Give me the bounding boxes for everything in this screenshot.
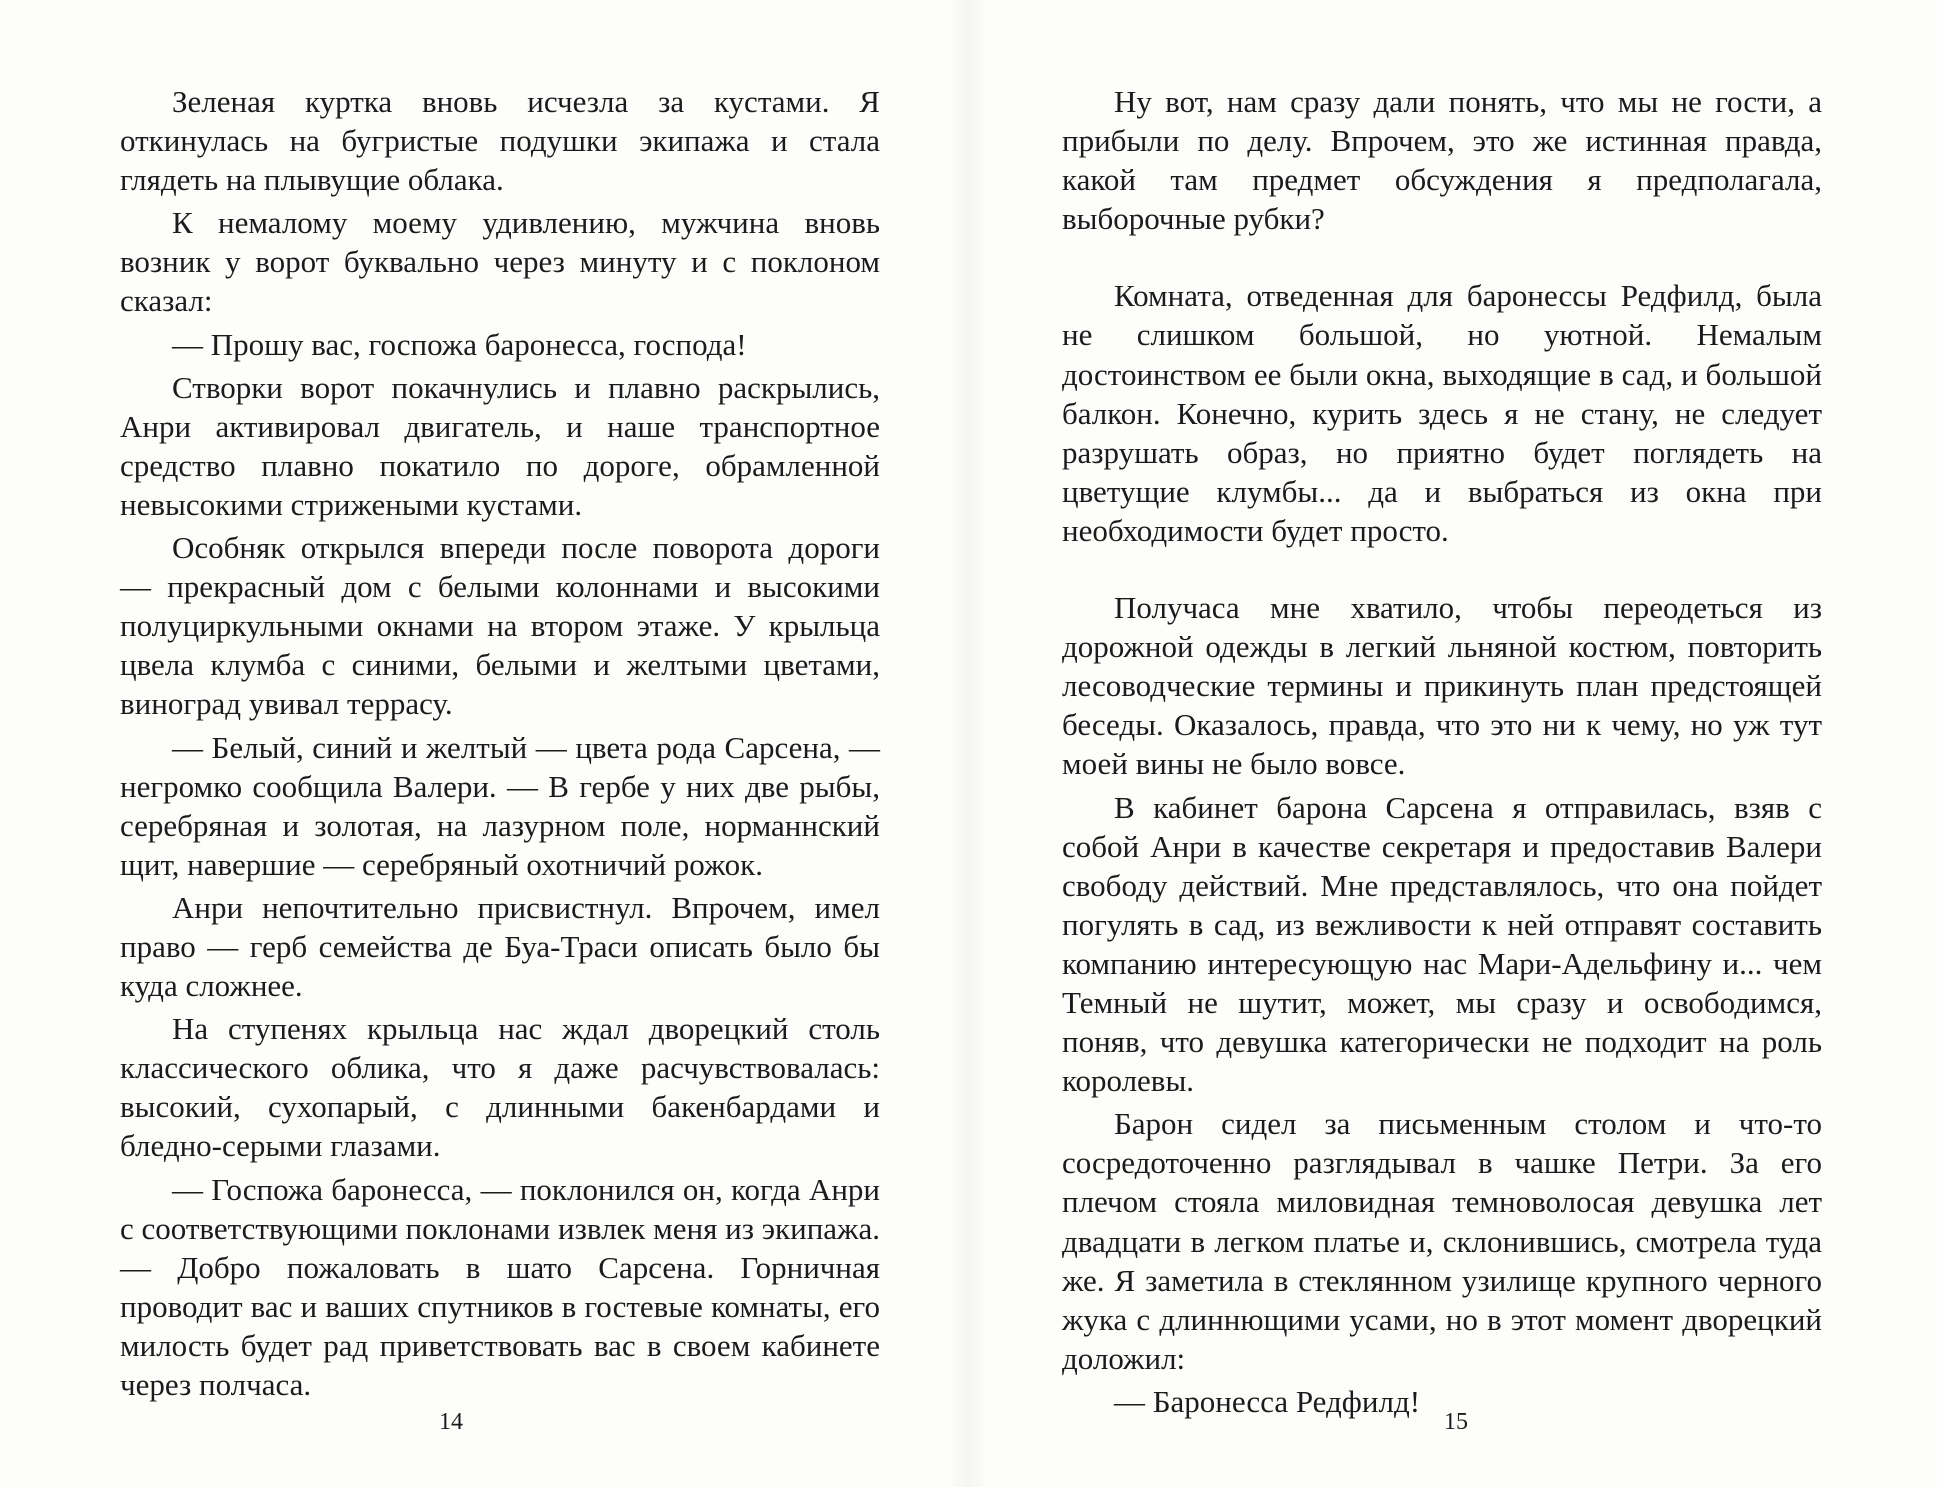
paragraph: Зеленая куртка вновь исчезла за кустами. Я откинулась на бугристые подушки экипажа и стала глядеть на плывущие облака. [120, 84, 880, 198]
paragraph: Получаса мне хватило, чтобы переодеться из дорожной одежды в легкий льняной костюм, повторить лесоводческие термины и прикинуть план предстоящей беседы. Оказалось, правда, что это ни к чему, но уж тут моей вины не было вовсе. [1062, 590, 1822, 782]
paragraph: — Белый, синий и желтый — цвета рода Сарсена, — негромко сообщила Валери. — В гербе у них две рыбы, серебряная и золотая, на лазурном поле, норманнский щит, навершие — серебряный охотничий рожок. [120, 729, 880, 882]
left-page-number: 14 [439, 1409, 463, 1435]
left-page-text [120, 82, 880, 1408]
paragraph: — Прошу вас, госпожа баронесса, господа! [172, 326, 747, 362]
paragraph: Комната, отведенная для баронессы Редфилд, была не слишком большой, но уютной. Немалым достоинством ее были окна, выходящие в сад, и большой балкон. Конечно, курить здесь я не стану, не следует разрушать образ, но приятно будет поглядеть на цветущие клумбы... да и выбраться из окна при необходимости будет просто. [1062, 278, 1822, 548]
paragraph: — Баронесса Редфилд! [1114, 1383, 1421, 1419]
paragraph: Ну вот, нам сразу дали понять, что мы не гости, а прибыли по делу. Впрочем, это же истинная правда, какой там предмет обсуждения я предполагала, выборочные рубки? [1062, 84, 1822, 237]
paragraph: Анри непочтительно присвистнул. Впрочем, имел право — герб семейства де Буа-Траси описать было бы куда сложнее. [120, 889, 880, 1004]
paragraph: К немалому моему удивлению, мужчина вновь возник у ворот буквально через минуту и с поклоном сказал: [120, 205, 880, 319]
right-page-text [1062, 82, 1822, 1425]
paragraph: В кабинет барона Сарсена я отправилась, взяв с собой Анри в качестве секретаря и предоставив Валери свободу действий. Мне представлялось, что она пойдет погулять в сад, из вежливости к ней отправят составить компанию интересующую нас Мари-Адельфину и... чем Темный не шутит, может, мы сразу и освободимся, поняв, что девушка категорически не подходит на роль королевы. [1062, 789, 1822, 1099]
paragraph: Барон сидел за письменным столом и что-то сосредоточенно разглядывал в чашке Петри. За его плечом стояла миловидная темноволосая девушка лет двадцати в легком платье и, склонившись, смотрела туда же. Я заметила в стеклянном узилище крупного черного жука с длиннющими усами, но в этот момент дворецкий доложил: [1062, 1106, 1822, 1376]
paragraph: На ступенях крыльца нас ждал дворецкий столь классического облика, что я даже расчувствовалась: высокий, сухопарый, с длинными бакенбардами и бледно-серыми глазами. [120, 1011, 880, 1164]
paragraph: Особняк открылся впереди после поворота дороги — прекрасный дом с белыми колоннами и высокими полуциркульными окнами на втором этаже. У крыльца цвела клумба с синими, белыми и желтыми цветами, виноград увивал террасу. [120, 530, 880, 722]
right-page-number: 15 [1444, 1409, 1468, 1435]
book-gutter [948, 0, 988, 1487]
paragraph: — Госпожа баронесса, — поклонился он, когда Анри с соответствующими поклонами извлек меня из экипажа. — Добро пожаловать в шато Сарсена. Горничная проводит вас и ваших спутников в гостевые комнаты, его милость будет рад приветствовать вас в своем кабинете через полчаса. [120, 1171, 880, 1402]
paragraph: Створки ворот покачнулись и плавно раскрылись, Анри активировал двигатель, и наше транспортное средство плавно покатило по дороге, обрамленной невысокими стрижеными кустами. [120, 369, 880, 522]
